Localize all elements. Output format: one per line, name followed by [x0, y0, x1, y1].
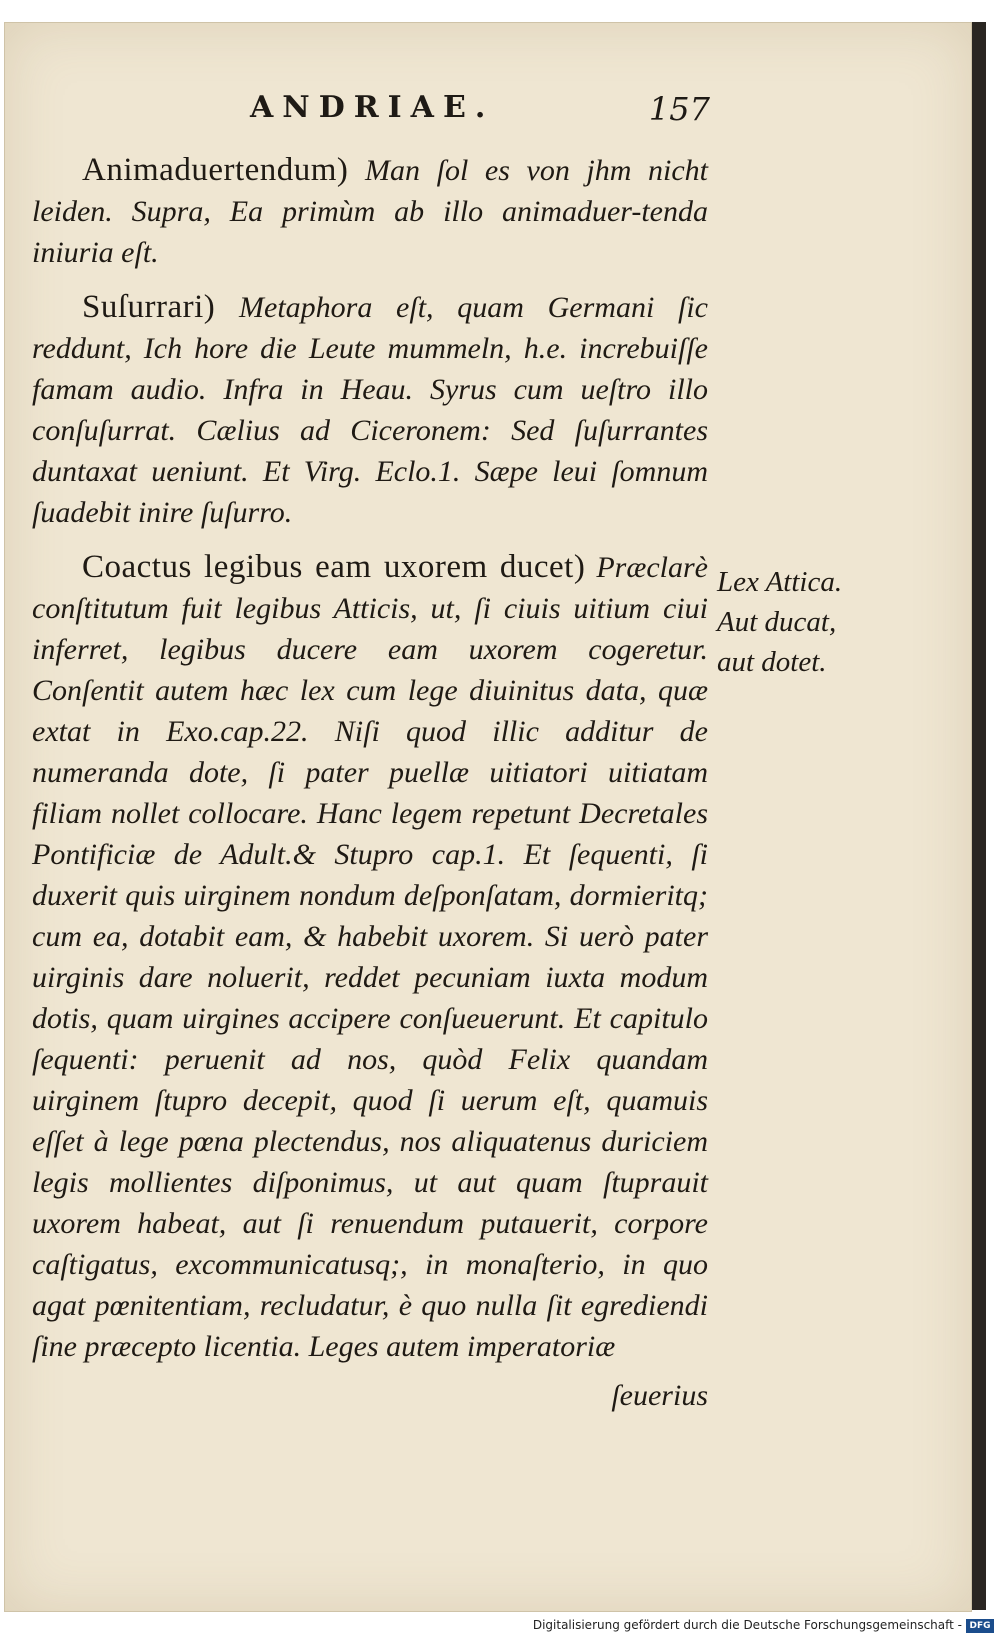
commentary-text: Man ſol es von jhm nicht leiden. Supra, Ea primùm ab illo animaduer-tenda iniuria eſt.: [32, 154, 709, 269]
catchword: ſeuerius: [611, 1379, 708, 1412]
running-head-title: ANDRIAE.: [250, 90, 495, 125]
lemma: Suſurrari): [82, 289, 216, 325]
commentary-text: Metaphora eſt, quam Germani ſic reddunt, Ich hore die Leute mummeln, h.e. increbuiſſe famam audio. Infra in Heau. Syrus cum ueſtro illo conſuſurrat. Cælius ad Ciceronem: Sed ſuſurrantes duntaxat ueniunt. Et Virg. Eclo.1. Sæpe leui ſomnum ſuadebit inire ſuſurro.: [32, 291, 708, 529]
main-text: [32, 150, 708, 1430]
paragraph-susurrari: [32, 287, 708, 533]
lemma: Animaduertendum): [82, 152, 349, 188]
paragraph-coactus: [32, 547, 708, 1367]
footer-credit: Digitalisierung gefördert durch die Deutsche Forschungsgemeinschaft -: [532, 1618, 962, 1632]
page-number: 157: [648, 90, 710, 128]
lemma: Coactus legibus eam uxorem ducet): [82, 549, 586, 585]
paragraph-animaduertendum: [32, 150, 708, 273]
commentary-text: Præclarè conſtitutum fuit legibus Atticis, ut, ſi ciuis uitium ciui inferret, legibus ducere eam uxorem cogeretur. Conſentit autem hæc lex cum lege diuinitus data, quæ extat in Exo.cap.22. Niſi quod illic additur de numeranda dote, ſi pater puellæ uitiatori uitiatam filiam nollet collocare. Hanc legem repetunt Decretales Pontificiæ de Adult.& Stupro cap.1. Et ſequenti, ſi duxerit quis uirginem nondum deſponſatam, dormieritq; cum ea, dotabit eam, & habebit uxorem. Si uerò pater uirginis dare noluerit, reddet pecuniam iuxta modum dotis, quam uirgines accipere conſueuerunt. Et capitulo ſequenti: peruenit ad nos, quòd Felix quandam uirginem ſtupro decepit, quod ſi uerum eſt, quamuis eſſet à lege pœna plectendus, nos aliquatenus duriciem legis mollientes diſponimus, ut aut quam ſtuprauit uxorem habeat, aut ſi renuendum putauerit, corpore caſtigatus, excommunicatusq;, in monaſterio, in quo agat pœnitentiam, recludatur, è quo nulla ſit egrediendi ſine præcepto licentia. Leges autem imperatoriæ: [32, 551, 708, 1363]
running-head: [250, 90, 710, 140]
footer-bar: [0, 1616, 1000, 1639]
book-spine: [972, 22, 986, 1610]
dfg-logo-icon: DFG: [966, 1619, 994, 1633]
margin-note: Lex Attica. Aut ducat, aut dotet.: [717, 566, 843, 678]
